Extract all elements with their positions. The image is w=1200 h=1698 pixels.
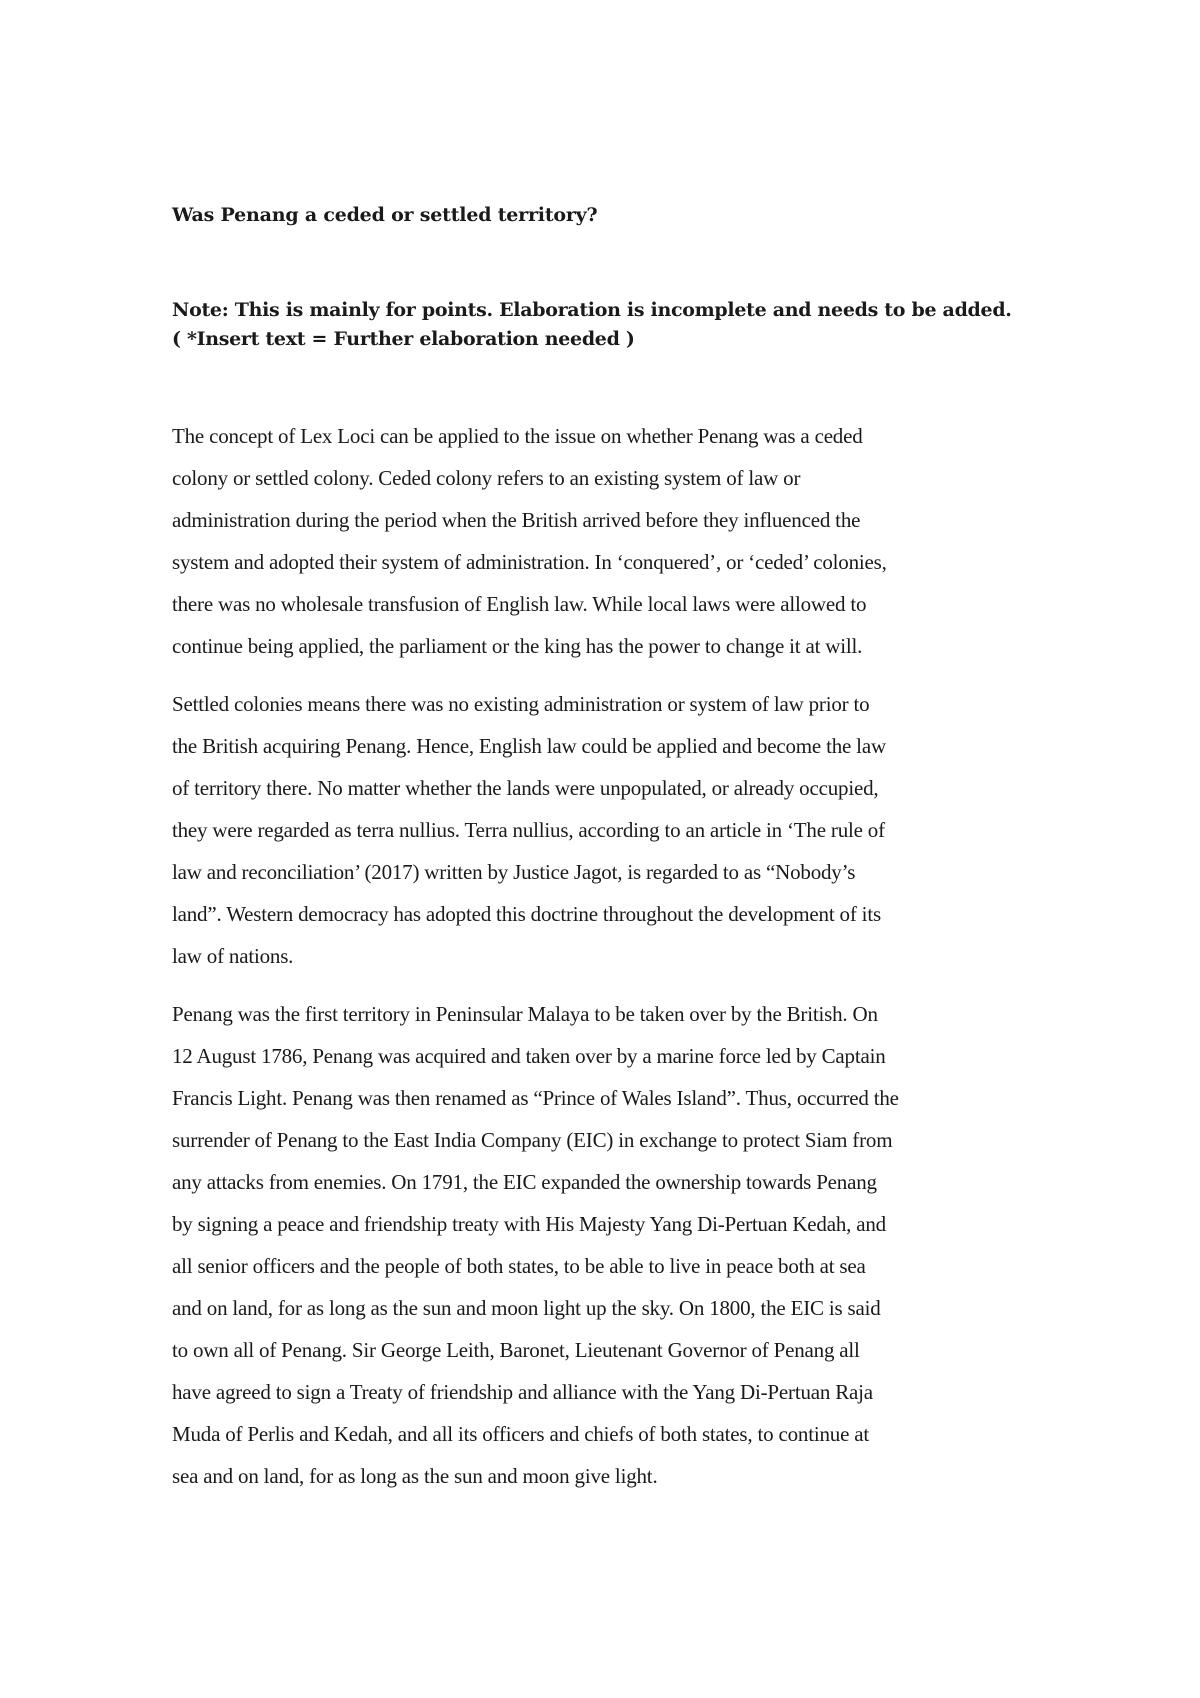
text-line: there was no wholesale transfusion of English law. While local laws were allowed to [172, 592, 867, 616]
paragraph-lex-loci [172, 415, 1052, 667]
text-line: Settled colonies means there was no existing administration or system of law prior to [172, 692, 870, 716]
text-line: law and reconciliation’ (2017) written by Justice Jagot, is regarded to as “Nobody’s [172, 860, 856, 884]
text-line: continue being applied, the parliament or the king has the power to change it at will. [172, 634, 863, 658]
text-line: by signing a peace and friendship treaty with His Majesty Yang Di-Pertuan Kedah, and [172, 1212, 886, 1236]
document-title: Was Penang a ceded or settled territory? [172, 204, 598, 226]
text-line: they were regarded as terra nullius. Terra nullius, according to an article in ‘The rule of [172, 818, 885, 842]
text-line: system and adopted their system of administration. In ‘conquered’, or ‘ceded’ colonies, [172, 550, 887, 574]
text-line: Francis Light. Penang was then renamed as “Prince of Wales Island”. Thus, occurred the [172, 1086, 899, 1110]
text-line: Muda of Perlis and Kedah, and all its officers and chiefs of both states, to continue at [172, 1422, 869, 1446]
text-line: of territory there. No matter whether the lands were unpopulated, or already occupied, [172, 776, 879, 800]
text-line: surrender of Penang to the East India Company (EIC) in exchange to protect Siam from [172, 1128, 893, 1152]
text-line: to own all of Penang. Sir George Leith, Baronet, Lieutenant Governor of Penang all [172, 1338, 860, 1362]
text-line: Penang was the first territory in Peninsular Malaya to be taken over by the British. On [172, 1002, 878, 1026]
text-line: administration during the period when the British arrived before they influenced the [172, 508, 861, 532]
note-line: Note: This is mainly for points. Elaboration is incomplete and needs to be added. [172, 299, 1012, 321]
text-line: have agreed to sign a Treaty of friendship and alliance with the Yang Di-Pertuan Raja [172, 1380, 873, 1404]
text-line: land”. Western democracy has adopted this doctrine throughout the development of its [172, 902, 881, 926]
note-line: ( *Insert text = Further elaboration needed ) [172, 328, 635, 350]
note-block [172, 296, 1072, 354]
paragraph-settled-colonies [172, 683, 1052, 977]
text-line: colony or settled colony. Ceded colony refers to an existing system of law or [172, 466, 801, 490]
text-line: and on land, for as long as the sun and moon light up the sky. On 1800, the EIC is said [172, 1296, 881, 1320]
text-line: any attacks from enemies. On 1791, the EIC expanded the ownership towards Penang [172, 1170, 877, 1194]
text-line: law of nations. [172, 944, 294, 968]
text-line: The concept of Lex Loci can be applied to the issue on whether Penang was a ceded [172, 424, 863, 448]
paragraph-penang-history [172, 993, 1052, 1497]
text-line: 12 August 1786, Penang was acquired and taken over by a marine force led by Captain [172, 1044, 886, 1068]
text-line: all senior officers and the people of both states, to be able to live in peace both at sea [172, 1254, 866, 1278]
document-body [172, 415, 1052, 1513]
text-line: sea and on land, for as long as the sun and moon give light. [172, 1464, 658, 1488]
text-line: the British acquiring Penang. Hence, English law could be applied and become the law [172, 734, 886, 758]
